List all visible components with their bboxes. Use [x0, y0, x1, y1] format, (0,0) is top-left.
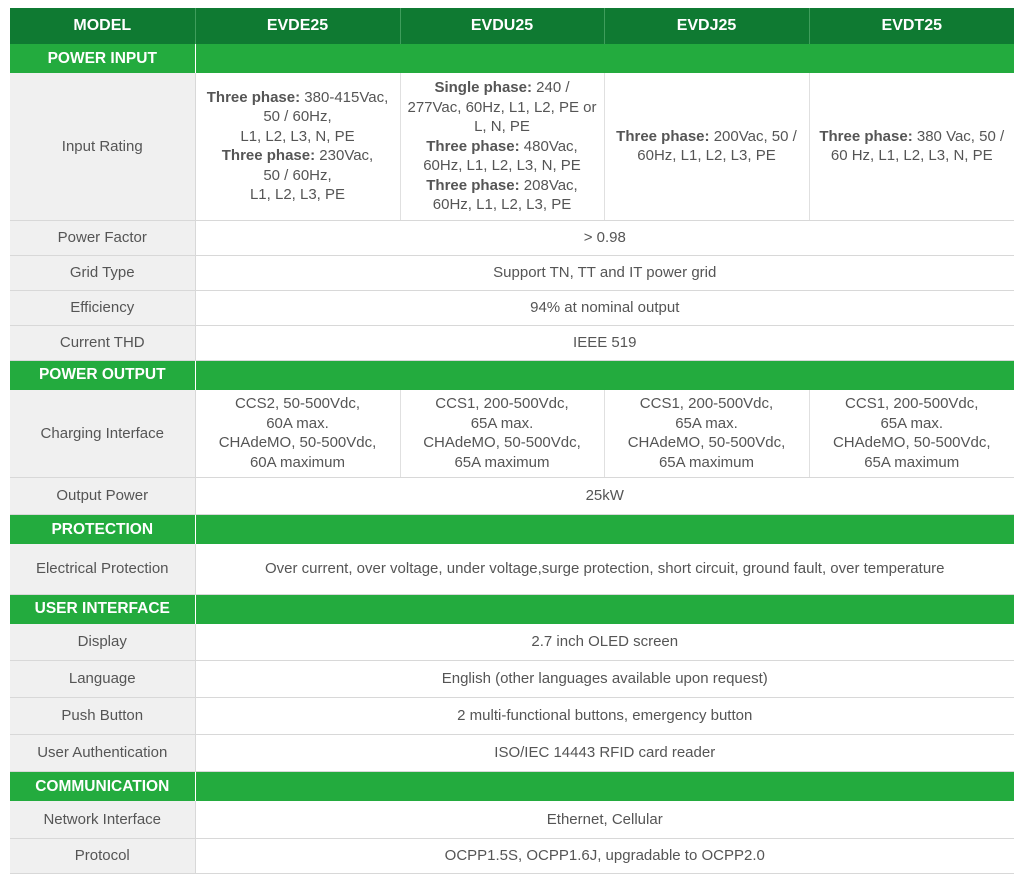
- cell-line: L1, L2, L3, N, PE: [240, 127, 355, 145]
- cell-line: CHAdeMO, 50-500Vdc,: [218, 434, 377, 452]
- cell-line: 60A maximum: [249, 453, 346, 471]
- model-header-evdj25: EVDJ25: [604, 8, 809, 44]
- cell-evdt25: Three phase: 380 Vac, 50 / 60 Hz, L1, L2, L3, N, PE: [809, 73, 1014, 220]
- row-label: Power Factor: [10, 220, 195, 255]
- row-label: Display: [10, 624, 195, 661]
- table-header-row: [10, 8, 1014, 44]
- cell-line: CHAdeMO, 50-500Vdc,: [832, 434, 991, 452]
- row-label: Protocol: [10, 838, 195, 873]
- model-header-evdt25: EVDT25: [809, 8, 1014, 44]
- cell-line: Three phase: 230Vac,: [221, 147, 374, 165]
- row-label: Output Power: [10, 478, 195, 515]
- row-label: Network Interface: [10, 801, 195, 838]
- cell-line: Three phase: 480Vac, 60Hz, L1, L2, L3, N, PE: [423, 137, 581, 174]
- cell-evde25: [195, 73, 400, 220]
- cell-line: L1, L2, L3, PE: [249, 186, 346, 204]
- row-push-button: [10, 698, 1014, 735]
- row-output-power: [10, 478, 1014, 515]
- cell-line: 65A max.: [880, 414, 944, 432]
- section-power-input: [10, 44, 1014, 73]
- row-value: English (other languages available upon request): [195, 661, 1014, 698]
- cell-evdj25: [604, 390, 809, 478]
- row-value: Support TN, TT and IT power grid: [195, 255, 1014, 290]
- row-value: Over current, over voltage, under voltage,surge protection, short circuit, ground fault, over temperature: [195, 544, 1014, 594]
- row-user-authentication: [10, 735, 1014, 772]
- row-label: Push Button: [10, 698, 195, 735]
- cell-evde25: [195, 390, 400, 478]
- cell-line: Three phase: 380-415Vac,: [206, 88, 389, 106]
- cell-line: 65A max.: [470, 414, 534, 432]
- row-label: Efficiency: [10, 290, 195, 325]
- cell-line: CCS1, 200-500Vdc,: [435, 395, 569, 413]
- spec-table-container: [10, 8, 1014, 874]
- cell-line: CCS2, 50-500Vdc,: [234, 395, 361, 413]
- cell-line: Single phase: 240 / 277Vac, 60Hz, L1, L2, PE or L, N, PE: [407, 79, 597, 135]
- model-header-evde25: EVDE25: [195, 8, 400, 44]
- section-fill: [195, 515, 1014, 545]
- cell-line: 65A max.: [675, 414, 738, 432]
- cell-line: Three phase: 208Vac, 60Hz, L1, L2, L3, PE: [426, 176, 578, 213]
- cell-line: 65A maximum: [864, 453, 960, 471]
- section-fill: [195, 772, 1014, 802]
- section-power-output: [10, 360, 1014, 390]
- row-value: > 0.98: [195, 220, 1014, 255]
- row-display: [10, 624, 1014, 661]
- row-label: Input Rating: [10, 73, 195, 220]
- cell-line: 50 / 60Hz,: [263, 166, 332, 184]
- row-charging-interface: [10, 390, 1014, 478]
- section-communication: [10, 772, 1014, 802]
- row-input-rating: [10, 73, 1014, 220]
- cell-evdt25: [809, 390, 1014, 478]
- section-fill: [195, 594, 1014, 624]
- row-power-factor: [10, 220, 1014, 255]
- row-grid-type: [10, 255, 1014, 290]
- row-value: 94% at nominal output: [195, 290, 1014, 325]
- cell-line: 65A maximum: [658, 453, 755, 471]
- row-value: IEEE 519: [195, 325, 1014, 360]
- model-header: MODEL: [10, 8, 195, 44]
- cell-line: CHAdeMO, 50-500Vdc,: [423, 434, 581, 452]
- row-protocol: [10, 838, 1014, 873]
- row-language: [10, 661, 1014, 698]
- cell-line: 65A maximum: [454, 453, 550, 471]
- row-value: 2.7 inch OLED screen: [195, 624, 1014, 661]
- spec-table: [10, 8, 1014, 874]
- section-title: USER INTERFACE: [10, 594, 195, 624]
- cell-evdj25: Three phase: 200Vac, 50 / 60Hz, L1, L2, L3, PE: [604, 73, 809, 220]
- section-title: POWER OUTPUT: [10, 360, 195, 390]
- row-value: Ethernet, Cellular: [195, 801, 1014, 838]
- section-protection: [10, 515, 1014, 545]
- row-value: 2 multi-functional buttons, emergency button: [195, 698, 1014, 735]
- row-value: 25kW: [195, 478, 1014, 515]
- cell-line: CCS1, 200-500Vdc,: [845, 395, 979, 413]
- section-fill: [195, 360, 1014, 390]
- section-fill: [195, 44, 1014, 73]
- row-network-interface: [10, 801, 1014, 838]
- row-label: Charging Interface: [10, 390, 195, 478]
- row-label: Grid Type: [10, 255, 195, 290]
- row-efficiency: [10, 290, 1014, 325]
- cell-line: CHAdeMO, 50-500Vdc,: [627, 434, 786, 452]
- row-electrical-protection: [10, 544, 1014, 594]
- section-title: COMMUNICATION: [10, 772, 195, 802]
- cell-line: CCS1, 200-500Vdc,: [639, 395, 774, 413]
- row-label: User Authentication: [10, 735, 195, 772]
- cell-line: 60A max.: [266, 414, 329, 432]
- row-value: ISO/IEC 14443 RFID card reader: [195, 735, 1014, 772]
- model-header-evdu25: EVDU25: [400, 8, 604, 44]
- row-label: Language: [10, 661, 195, 698]
- cell-evdu25: [400, 73, 604, 220]
- row-label: Electrical Protection: [10, 544, 195, 594]
- section-title: POWER INPUT: [10, 44, 195, 73]
- cell-line: 50 / 60Hz,: [263, 108, 332, 126]
- row-value: OCPP1.5S, OCPP1.6J, upgradable to OCPP2.0: [195, 838, 1014, 873]
- section-title: PROTECTION: [10, 515, 195, 545]
- row-current-thd: [10, 325, 1014, 360]
- row-label: Current THD: [10, 325, 195, 360]
- section-user-interface: [10, 594, 1014, 624]
- cell-evdu25: [400, 390, 604, 478]
